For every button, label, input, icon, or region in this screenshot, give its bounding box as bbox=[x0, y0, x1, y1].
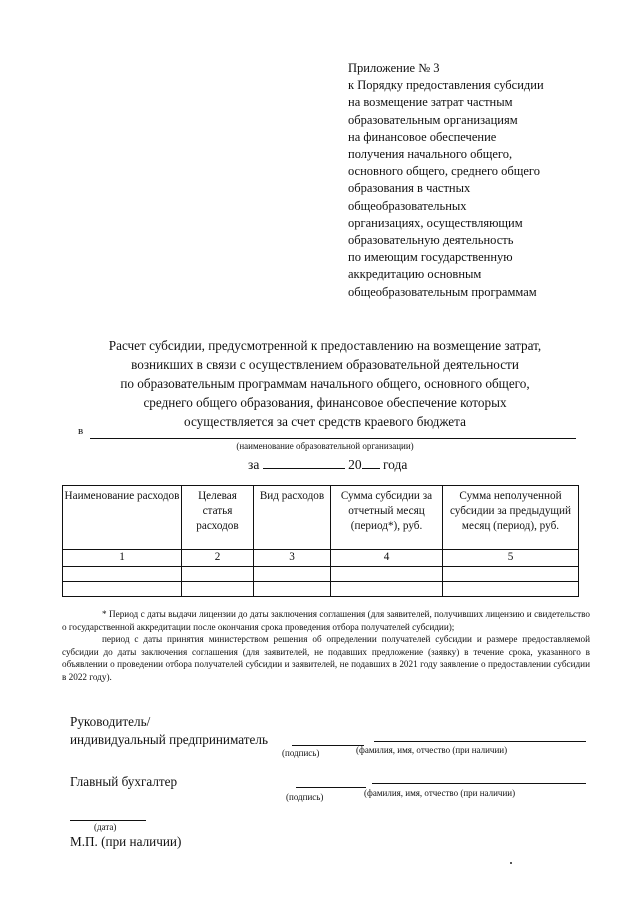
header-expense-name: Наименование расходов bbox=[63, 486, 182, 550]
date-caption: (дата) bbox=[94, 822, 117, 832]
column-number: 2 bbox=[182, 550, 254, 567]
table-row bbox=[63, 582, 579, 597]
head-title-line2: индивидуальный предприниматель bbox=[70, 732, 268, 747]
footnotes bbox=[62, 608, 590, 684]
organization-underline bbox=[90, 438, 576, 439]
title-line: Расчет субсидии, предусмотренной к предоставлению на возмещение затрат, bbox=[108, 338, 542, 353]
appendix-line: к Порядку предоставления субсидии bbox=[348, 78, 544, 93]
appendix-line: организациях, осуществляющим bbox=[348, 215, 523, 230]
period-suffix: года bbox=[382, 457, 408, 472]
footnote-paragraph: * Период с даты выдачи лицензии до даты заключения соглашения (для заявителей, получивших лицензию и свидетельство о государственной аккредитации после окончания срока проведения отбора получателей субсидии); bbox=[62, 609, 590, 632]
table-cell[interactable] bbox=[182, 567, 254, 582]
appendix-line: основного общего, среднего общего bbox=[348, 164, 540, 179]
appendix-line: получения начального общего, bbox=[348, 147, 513, 162]
head-name-line[interactable] bbox=[374, 741, 586, 742]
header-target-article: Целевая статья расходов bbox=[182, 486, 254, 550]
accountant-name-caption: (фамилия, имя, отчество (при наличии) bbox=[364, 788, 516, 798]
head-signature-caption: (подпись) bbox=[282, 748, 320, 758]
table-cell[interactable] bbox=[443, 582, 579, 597]
organization-caption: (наименование образовательной организации) bbox=[236, 441, 414, 451]
table-cell[interactable] bbox=[182, 582, 254, 597]
appendix-line: на финансовое обеспечение bbox=[348, 129, 497, 144]
accountant-name-line[interactable] bbox=[372, 783, 586, 784]
table-cell[interactable] bbox=[331, 567, 443, 582]
table-cell[interactable] bbox=[63, 567, 182, 582]
appendix-line: на возмещение затрат частным bbox=[348, 95, 513, 110]
appendix-line: общеобразовательных bbox=[348, 198, 467, 213]
appendix-line: общеобразовательным программам bbox=[348, 284, 537, 299]
table-cell[interactable] bbox=[254, 567, 331, 582]
document-title bbox=[60, 336, 590, 431]
table-cell[interactable] bbox=[254, 582, 331, 597]
title-line: по образовательным программам начального общего, основного общего, bbox=[120, 376, 530, 391]
date-line[interactable] bbox=[70, 820, 146, 821]
column-number: 4 bbox=[331, 550, 443, 567]
head-name-caption: (фамилия, имя, отчество (при наличии) bbox=[356, 745, 508, 755]
accountant-signature-line[interactable] bbox=[296, 787, 366, 788]
head-title-line1: Руководитель/ bbox=[70, 714, 151, 729]
table-header-row bbox=[63, 486, 579, 550]
title-line: осуществляется за счет средств краевого бюджета bbox=[184, 414, 466, 429]
period-year-blank[interactable] bbox=[362, 455, 380, 469]
period-field bbox=[248, 455, 407, 473]
table-number-row bbox=[63, 550, 579, 567]
title-line: среднего общего образования, финансовое обеспечение которых bbox=[143, 395, 507, 410]
appendix-line: образования в частных bbox=[348, 181, 471, 196]
column-number: 3 bbox=[254, 550, 331, 567]
appendix-line: Приложение № 3 bbox=[348, 61, 440, 75]
column-number: 5 bbox=[443, 550, 579, 567]
header-expense-type: Вид расходов bbox=[254, 486, 331, 550]
table-cell[interactable] bbox=[443, 567, 579, 582]
period-year-prefix: 20 bbox=[348, 457, 362, 472]
accountant-signature-caption: (подпись) bbox=[286, 792, 324, 802]
footnote-paragraph: период с даты принятия министерством решения об определении получателей субсидии и размере предоставляемой субсидии до даты заключения соглашения (для заявителей, не подавших предложение (заявку) в течение срока, указанного в объявлении о проведении отбора получателей субсидии и заявителей, не подавших в 2021 году заявление о предоставлении субсидии в 2022 году). bbox=[62, 634, 590, 682]
header-unreceived-amount: Сумма неполученной субсидии за предыдущий месяц (период), руб. bbox=[443, 486, 579, 550]
appendix-header bbox=[348, 60, 608, 301]
organization-prefix: в bbox=[78, 425, 84, 437]
column-number: 1 bbox=[63, 550, 182, 567]
appendix-line: по имеющим государственную bbox=[348, 250, 513, 265]
table-row bbox=[63, 567, 579, 582]
appendix-line: образовательную деятельность bbox=[348, 233, 514, 248]
head-signature-line[interactable] bbox=[292, 745, 364, 746]
table-cell[interactable] bbox=[63, 582, 182, 597]
scan-speck bbox=[510, 862, 512, 864]
accountant-title: Главный бухгалтер bbox=[70, 774, 178, 789]
table-cell[interactable] bbox=[331, 582, 443, 597]
stamp-label: М.П. (при наличии) bbox=[70, 834, 182, 849]
period-month-blank[interactable] bbox=[263, 455, 345, 469]
appendix-line: образовательным организациям bbox=[348, 112, 518, 127]
organization-field[interactable] bbox=[78, 425, 578, 439]
subsidy-table bbox=[62, 485, 579, 597]
appendix-line: аккредитацию основным bbox=[348, 267, 482, 282]
header-subsidy-amount: Сумма субсидии за отчетный месяц (период*), руб. bbox=[331, 486, 443, 550]
period-prefix: за bbox=[248, 457, 260, 472]
title-line: возникших в связи с осуществлением образовательной деятельности bbox=[131, 357, 519, 372]
